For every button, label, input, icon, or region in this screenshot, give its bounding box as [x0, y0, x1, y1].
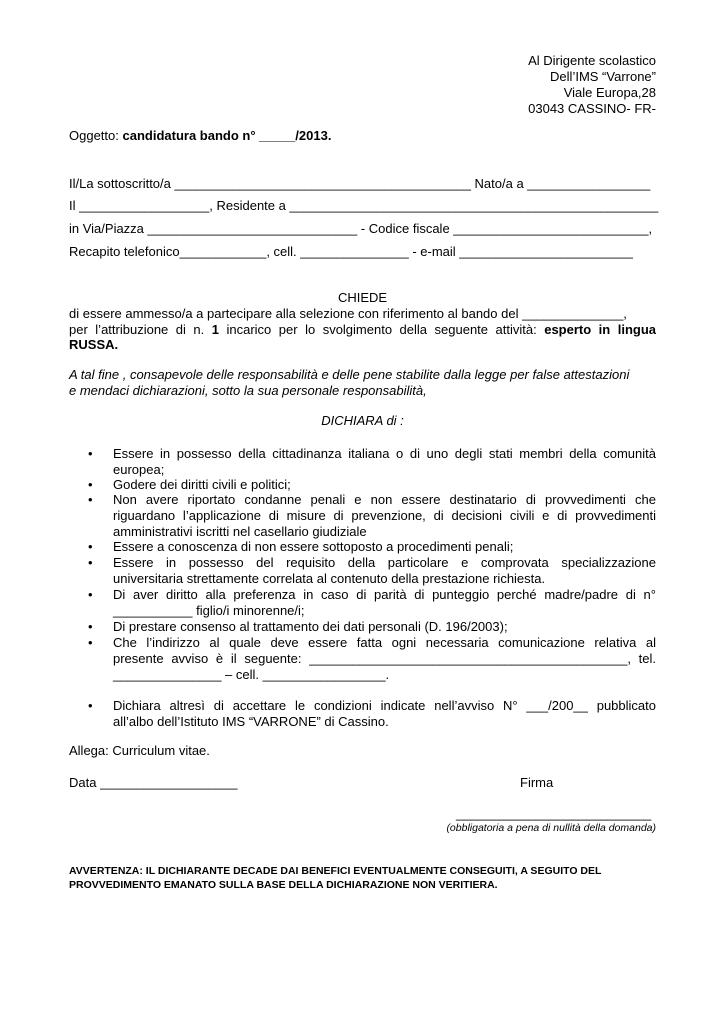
- bullet: •: [88, 619, 93, 634]
- recipient-line-3: Viale Europa,28: [563, 85, 656, 100]
- signature-line: ___________________________: [456, 806, 652, 821]
- bullet: •: [88, 539, 93, 554]
- declaration-text: Godere dei diritti civili e politici;: [113, 477, 291, 492]
- declaration-text: universitaria strettamente correlata al contenuto della prestazione richiesta.: [113, 571, 546, 586]
- declaration-text: Dichiara altresì di accettare le condizioni indicate nell’avviso N° ___/200__ pubblicato: [113, 698, 656, 713]
- declaration-text: all’albo dell’Istituto IMS “VARRONE” di Cassino.: [113, 714, 389, 729]
- warning-line-2: PROVVEDIMENTO EMANATO SULLA BASE DELLA DICHIARAZIONE NON VERITIERA.: [69, 879, 498, 891]
- bullet: •: [88, 446, 93, 461]
- applicant-address-line: in Via/Piazza _____________________________ - Codice fiscale ___________________________,: [69, 221, 653, 236]
- declaration-text: Essere a conoscenza di non essere sottoposto a procedimenti penali;: [113, 539, 514, 554]
- bullet: •: [88, 698, 93, 713]
- request-line-2: [69, 322, 656, 338]
- applicant-contact-line: Recapito telefonico____________, cell. _______________ - e-mail ________________________: [69, 244, 633, 259]
- declaration-text: europea;: [113, 462, 165, 477]
- subject-label: Oggetto:: [69, 128, 123, 143]
- recipient-line-1: Al Dirigente scolastico: [528, 53, 656, 68]
- bullet: •: [88, 587, 93, 602]
- request-number: 1: [211, 322, 219, 337]
- request-line-1: di essere ammesso/a a partecipare alla selezione con riferimento al bando del ______________,: [69, 306, 627, 321]
- declares-heading: DICHIARA di :: [321, 413, 404, 428]
- request-heading: CHIEDE: [337, 290, 388, 305]
- declaration-text: _______________ – cell. _________________.: [113, 667, 390, 682]
- declaration-text: Essere in possesso della cittadinanza italiana o di uno degli stati membri della comunità: [113, 446, 656, 461]
- bullet: •: [88, 635, 93, 650]
- request-line-2-a: per l’attribuzione di n.: [69, 322, 212, 337]
- declaration-text: Di prestare consenso al trattamento dei dati personali (D. 196/2003);: [113, 619, 508, 634]
- request-language: RUSSA.: [69, 337, 119, 352]
- recipient-line-2: Dell’IMS “Varrone”: [550, 69, 656, 84]
- request-line-2-b: incarico per lo svolgimento della seguente attività:: [218, 322, 545, 337]
- request-role: esperto in lingua: [544, 322, 657, 337]
- applicant-name-line: Il/La sottoscritto/a _________________________________________ Nato/a a _________________: [69, 176, 651, 191]
- declaration-text: Di aver diritto alla preferenza in caso di parità di punteggio perché madre/padre di n°: [113, 587, 656, 602]
- declaration-text: ___________ figlio/i minorenne/i;: [113, 603, 305, 618]
- declaration-text: Non avere riportato condanne penali e non essere destinatario di provvedimenti che: [113, 492, 656, 507]
- declaration-text: Essere in possesso del requisito della particolare e comprovata specializzazione: [113, 555, 656, 570]
- signature-note: (obbligatoria a pena di nullità della domanda): [446, 822, 656, 834]
- recipient-line-4: 03043 CASSINO- FR-: [528, 101, 656, 116]
- applicant-residence-line: Il __________________, Residente a ___________________________________________________: [69, 198, 659, 213]
- declaration-text: Che l’indirizzo al quale deve essere fatta ogni necessaria comunicazione relativa al: [113, 635, 656, 650]
- subject-text: candidatura bando n° _____/2013.: [122, 128, 332, 143]
- subject-line: [69, 128, 656, 144]
- declaration-text: riguardano l’applicazione di misure di prevenzione, di decisioni civili e di provvedimenti: [113, 508, 656, 523]
- signature-label: Firma: [520, 775, 554, 790]
- bullet: •: [88, 492, 93, 507]
- warning-line-1: AVVERTENZA: IL DICHIARANTE DECADE DAI BENEFICI EVENTUALMENTE CONSEGUITI, A SEGUITO DEL: [69, 865, 602, 877]
- declaration-text: presente avviso è il seguente: ____________________________________________, tel.: [113, 651, 656, 666]
- bullet: •: [88, 477, 93, 492]
- declaration-text: amministrativi iscritti nel casellario giudiziale: [113, 524, 367, 539]
- attachment-line: Allega: Curriculum vitae.: [69, 743, 210, 758]
- date-field: Data ___________________: [69, 775, 238, 790]
- statement-line-1: A tal fine , consapevole delle responsabilità e delle pene stabilite dalla legge per false attestazioni: [69, 367, 630, 382]
- statement-line-2: e mendaci dichiarazioni, sotto la sua personale responsabilità,: [69, 383, 427, 398]
- bullet: •: [88, 555, 93, 570]
